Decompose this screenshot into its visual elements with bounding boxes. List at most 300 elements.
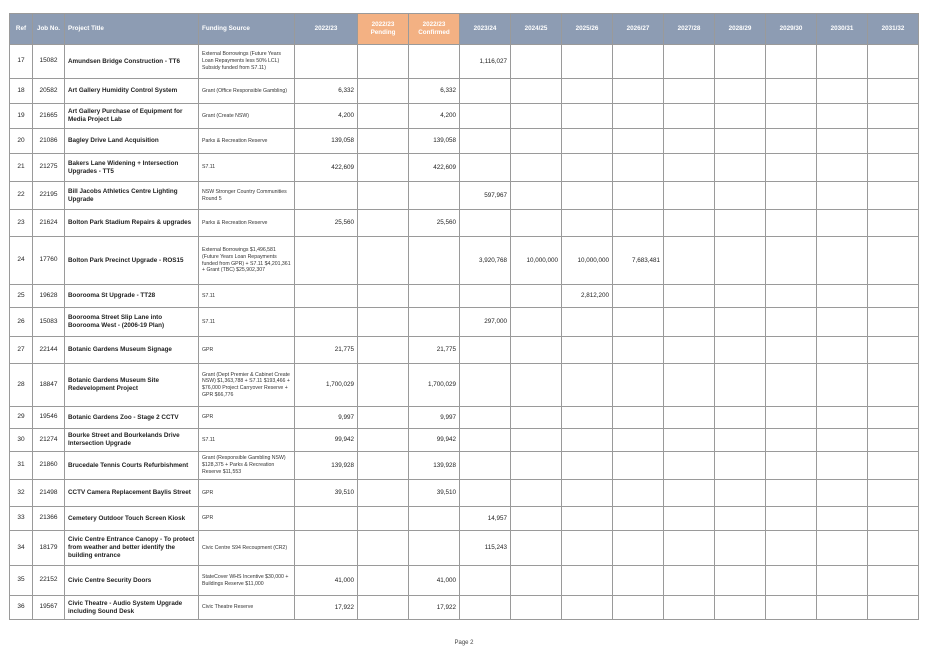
row-project-title: Amundsen Bridge Construction - TT6 [65, 45, 199, 79]
col-header-2030-31: 2030/31 [817, 14, 868, 45]
table-row [10, 407, 919, 429]
row-2025-26 [562, 507, 613, 531]
row-2029-30 [766, 407, 817, 429]
row-2022-23-pending [358, 480, 409, 507]
row-2029-30 [766, 531, 817, 566]
row-2025-26 [562, 531, 613, 566]
row-funding-source: GPR [199, 480, 295, 507]
row-2024-25 [511, 507, 562, 531]
row-2022-23 [295, 45, 358, 79]
row-2031-32 [868, 104, 919, 129]
row-2022-23 [295, 507, 358, 531]
row-2025-26 [562, 566, 613, 596]
row-job-no: 22195 [33, 182, 65, 210]
row-2026-27 [613, 507, 664, 531]
row-2025-26 [562, 364, 613, 407]
row-2031-32 [868, 182, 919, 210]
row-2030-31 [817, 480, 868, 507]
page-number: Page 2 [454, 640, 474, 646]
row-2022-23-pending [358, 182, 409, 210]
row-funding-source: S7.11 [199, 429, 295, 452]
row-2024-25 [511, 285, 562, 308]
row-funding-source: Grant (Dept Premier & Cabinet Create NSW) $1,363,788 + S7.11 $193,466 + $76,000 Project Carryover Reserve + GPR $66,776 [199, 364, 295, 407]
row-2031-32 [868, 129, 919, 154]
row-project-title: Boorooma Street Slip Lane into Boorooma West - (2006-19 Plan) [65, 308, 199, 337]
row-2022-23-confirmed [409, 285, 460, 308]
row-2027-28 [664, 364, 715, 407]
row-2022-23 [295, 308, 358, 337]
row-2024-25 [511, 596, 562, 620]
table-row [10, 596, 919, 620]
row-2022-23-pending [358, 429, 409, 452]
col-header-2026-27: 2026/27 [613, 14, 664, 45]
row-2030-31 [817, 566, 868, 596]
col-header-2025-26: 2025/26 [562, 14, 613, 45]
row-project-title: Bolton Park Stadium Repairs & upgrades [65, 210, 199, 237]
row-2022-23-confirmed: 6,332 [409, 79, 460, 104]
row-project-title: Civic Centre Entrance Canopy - To protect from weather and better identify the building entrance [65, 531, 199, 566]
row-job-no: 22144 [33, 337, 65, 364]
row-2026-27 [613, 129, 664, 154]
row-2030-31 [817, 79, 868, 104]
row-2022-23: 139,928 [295, 452, 358, 480]
row-job-no: 21860 [33, 452, 65, 480]
col-header-2022-23-pending: 2022/23 Pending [358, 14, 409, 45]
row-funding-source: StateCover WHS Incentive $30,000 + Buildings Reserve $11,000 [199, 566, 295, 596]
table-row [10, 480, 919, 507]
row-2022-23-pending [358, 531, 409, 566]
row-2029-30 [766, 452, 817, 480]
row-funding-source: S7.11 [199, 285, 295, 308]
row-2030-31 [817, 531, 868, 566]
row-2025-26 [562, 154, 613, 182]
row-2031-32 [868, 531, 919, 566]
row-2023-24 [460, 566, 511, 596]
row-2022-23-pending [358, 507, 409, 531]
row-2029-30 [766, 480, 817, 507]
row-2031-32 [868, 79, 919, 104]
row-funding-source: Parks & Recreation Reserve [199, 210, 295, 237]
row-2023-24 [460, 429, 511, 452]
row-2022-23-confirmed [409, 45, 460, 79]
table-row [10, 79, 919, 104]
row-2025-26: 10,000,000 [562, 237, 613, 285]
row-2031-32 [868, 566, 919, 596]
row-2025-26 [562, 79, 613, 104]
row-2022-23: 4,200 [295, 104, 358, 129]
row-job-no: 15082 [33, 45, 65, 79]
row-2027-28 [664, 285, 715, 308]
row-job-no: 21274 [33, 429, 65, 452]
row-2026-27 [613, 566, 664, 596]
table-row [10, 104, 919, 129]
row-2028-29 [715, 308, 766, 337]
row-2022-23: 17,922 [295, 596, 358, 620]
row-2031-32 [868, 154, 919, 182]
col-header-2022-23: 2022/23 [295, 14, 358, 45]
row-2024-25 [511, 337, 562, 364]
row-2022-23-confirmed: 9,997 [409, 407, 460, 429]
header-row [10, 14, 919, 45]
row-ref: 33 [10, 507, 33, 531]
row-project-title: Botanic Gardens Museum Signage [65, 337, 199, 364]
col-header-2027-28: 2027/28 [664, 14, 715, 45]
row-2031-32 [868, 452, 919, 480]
row-2028-29 [715, 45, 766, 79]
row-2029-30 [766, 237, 817, 285]
row-2031-32 [868, 337, 919, 364]
row-ref: 28 [10, 364, 33, 407]
row-2022-23-pending [358, 407, 409, 429]
row-2031-32 [868, 596, 919, 620]
row-2028-29 [715, 531, 766, 566]
row-funding-source: External Borrowings $1,496,581 (Future Years Loan Repayments funded from GPR) + S7.11 $4,201,361 + Grant (TBC) $25,902,307 [199, 237, 295, 285]
row-project-title: Bagley Drive Land Acquisition [65, 129, 199, 154]
row-ref: 32 [10, 480, 33, 507]
row-2026-27 [613, 596, 664, 620]
row-ref: 35 [10, 566, 33, 596]
row-2023-24: 14,957 [460, 507, 511, 531]
row-job-no: 21498 [33, 480, 65, 507]
row-2023-24 [460, 104, 511, 129]
row-ref: 30 [10, 429, 33, 452]
row-2023-24 [460, 452, 511, 480]
row-2022-23-confirmed [409, 507, 460, 531]
row-2026-27 [613, 210, 664, 237]
row-2029-30 [766, 337, 817, 364]
row-2026-27 [613, 452, 664, 480]
row-2022-23: 39,510 [295, 480, 358, 507]
row-job-no: 17760 [33, 237, 65, 285]
row-2028-29 [715, 129, 766, 154]
row-2029-30 [766, 429, 817, 452]
row-funding-source: Civic Theatre Reserve [199, 596, 295, 620]
row-funding-source: GPR [199, 507, 295, 531]
row-2023-24 [460, 129, 511, 154]
row-2025-26 [562, 129, 613, 154]
row-2024-25 [511, 154, 562, 182]
row-2026-27 [613, 154, 664, 182]
row-2027-28 [664, 237, 715, 285]
row-2022-23-confirmed [409, 308, 460, 337]
row-2022-23-pending [358, 452, 409, 480]
row-2022-23-confirmed: 25,560 [409, 210, 460, 237]
table-row [10, 154, 919, 182]
row-2031-32 [868, 237, 919, 285]
row-2029-30 [766, 79, 817, 104]
row-2022-23: 9,997 [295, 407, 358, 429]
table-row [10, 452, 919, 480]
row-2023-24: 297,000 [460, 308, 511, 337]
row-2025-26 [562, 45, 613, 79]
col-header-job-no: Job No. [33, 14, 65, 45]
row-project-title: CCTV Camera Replacement Baylis Street [65, 480, 199, 507]
row-2031-32 [868, 364, 919, 407]
row-2030-31 [817, 237, 868, 285]
row-2022-23-confirmed [409, 237, 460, 285]
row-2031-32 [868, 308, 919, 337]
table-row [10, 337, 919, 364]
row-2031-32 [868, 45, 919, 79]
row-project-title: Bill Jacobs Athletics Centre Lighting Upgrade [65, 182, 199, 210]
row-2027-28 [664, 480, 715, 507]
row-2022-23: 422,609 [295, 154, 358, 182]
row-ref: 26 [10, 308, 33, 337]
row-2030-31 [817, 308, 868, 337]
row-2028-29 [715, 237, 766, 285]
col-header-2023-24: 2023/24 [460, 14, 511, 45]
row-2030-31 [817, 104, 868, 129]
row-2029-30 [766, 566, 817, 596]
row-2030-31 [817, 507, 868, 531]
table-row [10, 507, 919, 531]
row-ref: 22 [10, 182, 33, 210]
row-2028-29 [715, 507, 766, 531]
row-funding-source: Parks & Recreation Reserve [199, 129, 295, 154]
row-project-title: Bolton Park Precinct Upgrade - ROS15 [65, 237, 199, 285]
row-2022-23 [295, 237, 358, 285]
row-2030-31 [817, 129, 868, 154]
row-2024-25 [511, 531, 562, 566]
row-2026-27 [613, 531, 664, 566]
table-row [10, 364, 919, 407]
row-2022-23-pending [358, 79, 409, 104]
row-project-title: Bakers Lane Widening + Intersection Upgrades - TT5 [65, 154, 199, 182]
capital-works-table [9, 13, 919, 620]
row-2031-32 [868, 429, 919, 452]
row-2025-26 [562, 480, 613, 507]
row-2030-31 [817, 210, 868, 237]
row-2024-25 [511, 45, 562, 79]
row-2022-23-confirmed: 139,928 [409, 452, 460, 480]
row-project-title: Art Gallery Humidity Control System [65, 79, 199, 104]
row-2028-29 [715, 337, 766, 364]
row-ref: 20 [10, 129, 33, 154]
row-job-no: 18179 [33, 531, 65, 566]
row-2022-23-confirmed: 17,922 [409, 596, 460, 620]
row-2022-23-pending [358, 364, 409, 407]
table-row [10, 210, 919, 237]
row-2022-23: 21,775 [295, 337, 358, 364]
row-2031-32 [868, 507, 919, 531]
row-2024-25 [511, 79, 562, 104]
row-2022-23: 25,560 [295, 210, 358, 237]
row-2027-28 [664, 452, 715, 480]
table-row [10, 182, 919, 210]
row-2023-24: 115,243 [460, 531, 511, 566]
row-2022-23-pending [358, 308, 409, 337]
row-ref: 24 [10, 237, 33, 285]
row-2029-30 [766, 45, 817, 79]
row-job-no: 20582 [33, 79, 65, 104]
row-2025-26 [562, 429, 613, 452]
row-funding-source: S7.11 [199, 154, 295, 182]
row-project-title: Botanic Gardens Museum Site Redevelopment Project [65, 364, 199, 407]
row-2027-28 [664, 154, 715, 182]
row-project-title: Civic Theatre - Audio System Upgrade including Sound Desk [65, 596, 199, 620]
row-2027-28 [664, 429, 715, 452]
row-2024-25 [511, 566, 562, 596]
row-2027-28 [664, 308, 715, 337]
row-2026-27 [613, 480, 664, 507]
col-header-project-title: Project Title [65, 14, 199, 45]
row-ref: 36 [10, 596, 33, 620]
row-2024-25 [511, 364, 562, 407]
row-job-no: 19546 [33, 407, 65, 429]
table-row [10, 531, 919, 566]
table-row [10, 45, 919, 79]
row-project-title: Art Gallery Purchase of Equipment for Media Project Lab [65, 104, 199, 129]
row-2029-30 [766, 308, 817, 337]
row-2030-31 [817, 364, 868, 407]
row-2027-28 [664, 104, 715, 129]
row-2022-23-pending [358, 154, 409, 182]
row-2028-29 [715, 429, 766, 452]
row-2026-27: 7,683,481 [613, 237, 664, 285]
row-ref: 17 [10, 45, 33, 79]
row-2027-28 [664, 210, 715, 237]
row-project-title: Boorooma St Upgrade - TT28 [65, 285, 199, 308]
row-2023-24: 3,920,768 [460, 237, 511, 285]
row-2028-29 [715, 79, 766, 104]
row-2026-27 [613, 182, 664, 210]
row-ref: 29 [10, 407, 33, 429]
row-funding-source: GPR [199, 407, 295, 429]
row-2025-26: 2,812,200 [562, 285, 613, 308]
row-2026-27 [613, 407, 664, 429]
row-2023-24: 1,116,027 [460, 45, 511, 79]
table-row [10, 129, 919, 154]
row-2027-28 [664, 566, 715, 596]
row-2029-30 [766, 104, 817, 129]
row-project-title: Brucedale Tennis Courts Refurbishment [65, 452, 199, 480]
row-2022-23: 6,332 [295, 79, 358, 104]
row-funding-source: Grant (Office Responsible Gambling) [199, 79, 295, 104]
row-2031-32 [868, 480, 919, 507]
row-2023-24 [460, 285, 511, 308]
col-header-2029-30: 2029/30 [766, 14, 817, 45]
col-header-2024-25: 2024/25 [511, 14, 562, 45]
row-2025-26 [562, 337, 613, 364]
table-row [10, 429, 919, 452]
row-2023-24: 597,967 [460, 182, 511, 210]
row-2022-23-confirmed: 1,700,029 [409, 364, 460, 407]
row-2022-23-confirmed: 39,510 [409, 480, 460, 507]
row-funding-source: S7.11 [199, 308, 295, 337]
row-2022-23-pending [358, 129, 409, 154]
row-2024-25 [511, 407, 562, 429]
row-2025-26 [562, 104, 613, 129]
col-header-2028-29: 2028/29 [715, 14, 766, 45]
row-2022-23-confirmed: 422,609 [409, 154, 460, 182]
row-2022-23-pending [358, 237, 409, 285]
col-header-ref: Ref [10, 14, 33, 45]
row-2027-28 [664, 45, 715, 79]
row-2026-27 [613, 285, 664, 308]
row-2028-29 [715, 285, 766, 308]
col-header-2022-23-confirmed: 2022/23 Confirmed [409, 14, 460, 45]
row-2028-29 [715, 210, 766, 237]
row-ref: 34 [10, 531, 33, 566]
row-2022-23-pending [358, 104, 409, 129]
row-2030-31 [817, 407, 868, 429]
row-2027-28 [664, 531, 715, 566]
row-2024-25 [511, 308, 562, 337]
row-2022-23-pending [358, 596, 409, 620]
row-2022-23: 99,942 [295, 429, 358, 452]
row-2026-27 [613, 337, 664, 364]
row-2022-23 [295, 531, 358, 566]
row-2026-27 [613, 45, 664, 79]
row-2031-32 [868, 407, 919, 429]
row-2025-26 [562, 308, 613, 337]
row-2028-29 [715, 480, 766, 507]
row-2027-28 [664, 407, 715, 429]
table-row [10, 566, 919, 596]
row-2022-23-confirmed: 139,058 [409, 129, 460, 154]
row-job-no: 19628 [33, 285, 65, 308]
row-job-no: 21275 [33, 154, 65, 182]
row-2025-26 [562, 452, 613, 480]
row-ref: 25 [10, 285, 33, 308]
row-2022-23-pending [358, 337, 409, 364]
row-funding-source: Civic Centre S94 Recoupment (CR2) [199, 531, 295, 566]
row-2022-23-pending [358, 210, 409, 237]
row-2027-28 [664, 182, 715, 210]
row-2026-27 [613, 104, 664, 129]
row-2022-23 [295, 182, 358, 210]
row-2029-30 [766, 210, 817, 237]
row-2022-23-pending [358, 45, 409, 79]
row-project-title: Cemetery Outdoor Touch Screen Kiosk [65, 507, 199, 531]
row-2022-23-confirmed: 41,000 [409, 566, 460, 596]
row-2024-25 [511, 210, 562, 237]
row-2026-27 [613, 429, 664, 452]
row-project-title: Botanic Gardens Zoo - Stage 2 CCTV [65, 407, 199, 429]
table-body [10, 45, 919, 620]
row-funding-source: Grant (Create NSW) [199, 104, 295, 129]
row-2023-24 [460, 154, 511, 182]
row-2024-25: 10,000,000 [511, 237, 562, 285]
row-2030-31 [817, 596, 868, 620]
row-funding-source: GPR [199, 337, 295, 364]
row-2023-24 [460, 480, 511, 507]
row-2028-29 [715, 566, 766, 596]
row-2031-32 [868, 210, 919, 237]
row-2025-26 [562, 182, 613, 210]
row-project-title: Civic Centre Security Doors [65, 566, 199, 596]
row-2025-26 [562, 596, 613, 620]
row-2024-25 [511, 480, 562, 507]
row-2027-28 [664, 79, 715, 104]
row-2030-31 [817, 452, 868, 480]
row-job-no: 21366 [33, 507, 65, 531]
col-header-2031-32: 2031/32 [868, 14, 919, 45]
col-header-funding-source: Funding Source [199, 14, 295, 45]
row-2024-25 [511, 429, 562, 452]
row-job-no: 22152 [33, 566, 65, 596]
row-2023-24 [460, 79, 511, 104]
row-2029-30 [766, 129, 817, 154]
row-2028-29 [715, 596, 766, 620]
row-project-title: Bourke Street and Bourkelands Drive Intersection Upgrade [65, 429, 199, 452]
row-2026-27 [613, 79, 664, 104]
row-2023-24 [460, 210, 511, 237]
row-2029-30 [766, 285, 817, 308]
row-2023-24 [460, 337, 511, 364]
row-2022-23: 1,700,029 [295, 364, 358, 407]
row-job-no: 15083 [33, 308, 65, 337]
